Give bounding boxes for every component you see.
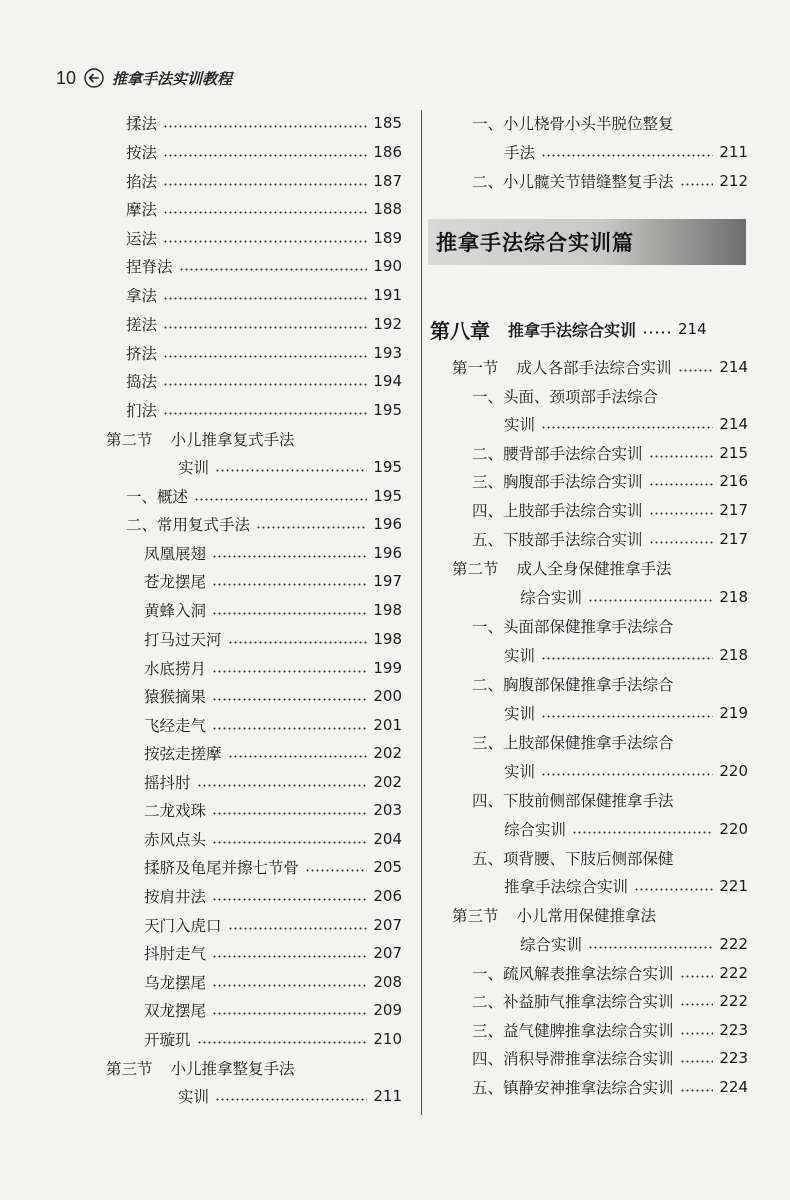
toc-entry: 五、下肢部手法综合实训 217	[472, 530, 748, 549]
toc-entry: 猿猴摘果 200	[144, 687, 402, 706]
part-banner: 推拿手法综合实训篇	[428, 219, 746, 265]
toc-entry: 一、概述 195	[126, 487, 402, 506]
toc-entry: 双龙摆尾 209	[144, 1001, 402, 1020]
toc-entry: 摇抖肘 202	[144, 773, 402, 792]
toc-entry: 掐法 187	[126, 172, 402, 191]
toc-entry: 手法 211	[504, 143, 748, 162]
toc-entry: 凤凰展翅 196	[144, 544, 402, 563]
toc-entry: 水底捞月 199	[144, 659, 402, 678]
toc-entry: 推拿手法综合实训 221	[504, 877, 748, 896]
toc-entry: 二龙戏珠 203	[144, 801, 402, 820]
toc-entry: 天门入虎口 207	[144, 916, 402, 935]
toc-entry: 扪法 195	[126, 401, 402, 420]
toc-entry: 拿法 191	[126, 286, 402, 305]
toc-entry: 二、腰背部手法综合实训 215	[472, 444, 748, 463]
toc-entry: 一、头面、颈项部手法综合	[472, 388, 659, 406]
toc-entry: 二、补益肺气推拿法综合实训 222	[472, 992, 748, 1011]
book-title: 推拿手法实训教程	[112, 69, 233, 88]
toc-entry: 赤风点头 204	[144, 830, 402, 849]
toc-entry: 五、项背腰、下肢后侧部保健	[472, 850, 674, 868]
toc-entry: 打马过天河 198	[144, 630, 402, 649]
toc-entry: 二、小儿髋关节错缝整复手法 212	[472, 172, 748, 191]
toc-entry: 实训 195	[178, 458, 402, 477]
toc-entry: 四、下肢前侧部保健推拿手法	[472, 792, 674, 810]
toc-entry: 按肩井法 206	[144, 887, 402, 906]
toc-entry: 黄蜂入洞 198	[144, 601, 402, 620]
toc-entry: 实训 219	[504, 704, 748, 723]
toc-entry: 乌龙摆尾 208	[144, 973, 402, 992]
arrow-left-icon	[84, 68, 104, 88]
toc-entry: 二、胸腹部保健推拿手法综合	[472, 676, 674, 694]
toc-entry: 综合实训 218	[520, 588, 748, 607]
toc-entry: 搓法 192	[126, 315, 402, 334]
toc-entry: 按弦走搓摩 202	[144, 744, 402, 763]
toc-entry: 一、头面部保健推拿手法综合	[472, 618, 674, 636]
toc-entry: 揉法 185	[126, 114, 402, 133]
toc-entry: 三、上肢部保健推拿手法综合	[472, 734, 674, 752]
toc-entry: 苍龙摆尾 197	[144, 572, 402, 591]
toc-entry: 按法 186	[126, 143, 402, 162]
toc-entry: 三、胸腹部手法综合实训 216	[472, 472, 748, 491]
toc-entry: 运法 189	[126, 229, 402, 248]
toc-entry: 实训 218	[504, 646, 748, 665]
toc-entry: 捏脊法 190	[126, 257, 402, 276]
toc-entry: 五、镇静安神推拿法综合实训 224	[472, 1078, 748, 1097]
toc-entry: 挤法 193	[126, 344, 402, 363]
toc-entry: 揉脐及龟尾并擦七节骨 205	[144, 858, 402, 877]
toc-entry: 实训 214	[504, 415, 748, 434]
toc-section-heading: 第二节 成人全身保健推拿手法	[452, 560, 672, 578]
toc-entry: 综合实训 220	[504, 820, 748, 839]
page-number: 10	[56, 67, 77, 88]
toc-section-heading: 第三节 小儿推拿整复手法	[106, 1060, 295, 1078]
toc-entry: 实训 211	[178, 1087, 402, 1106]
toc-section-heading: 第二节 小儿推拿复式手法	[106, 431, 295, 449]
toc-entry: 四、消积导滞推拿法综合实训 223	[472, 1049, 748, 1068]
toc-entry: 一、小儿桡骨小头半脱位整复	[472, 115, 674, 133]
toc-entry: 综合实训 222	[520, 935, 748, 954]
toc-entry: 实训 220	[504, 762, 748, 781]
chapter-heading: 第八章 推拿手法综合实训 214	[430, 318, 707, 343]
toc-entry: 开璇玑 210	[144, 1030, 402, 1049]
page-header	[56, 64, 232, 92]
toc-entry: 一、疏风解表推拿法综合实训 222	[472, 964, 748, 983]
toc-entry: 四、上肢部手法综合实训 217	[472, 501, 748, 520]
toc-entry: 摩法 188	[126, 200, 402, 219]
toc-section-heading: 第一节 成人各部手法综合实训 214	[452, 358, 748, 377]
toc-entry: 二、常用复式手法 196	[126, 515, 402, 534]
toc-entry: 抖肘走气 207	[144, 944, 402, 963]
column-divider	[421, 110, 422, 1115]
toc-entry: 飞经走气 201	[144, 716, 402, 735]
toc-entry: 三、益气健脾推拿法综合实训 223	[472, 1021, 748, 1040]
toc-section-heading: 第三节 小儿常用保健推拿法	[452, 907, 657, 925]
toc-entry: 捣法 194	[126, 372, 402, 391]
